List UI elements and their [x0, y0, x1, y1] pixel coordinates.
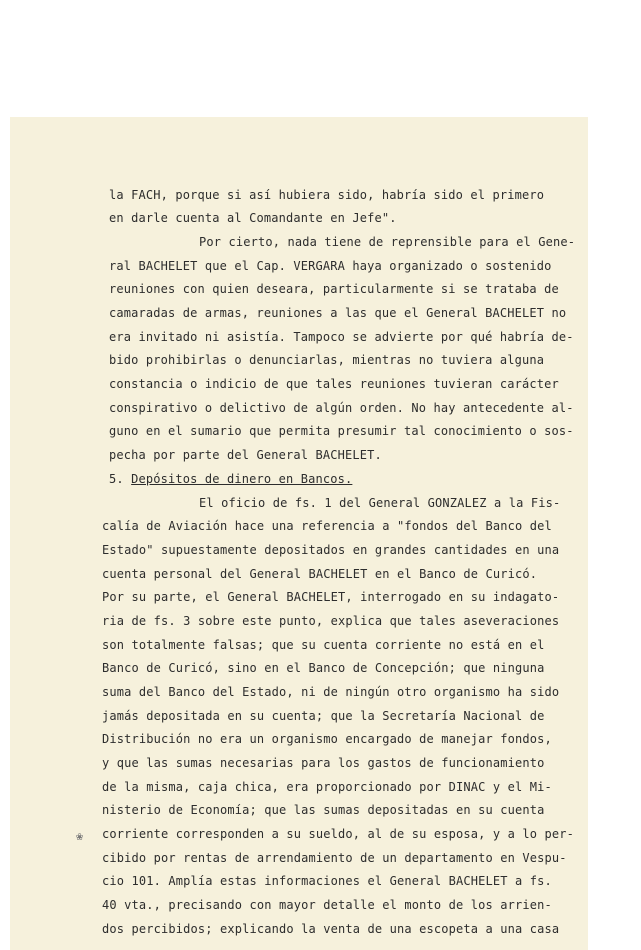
- text-line: corriente corresponden a su sueldo, al de su esposa, y a lo per-: [102, 827, 574, 841]
- text-line: ral BACHELET que el Cap. VERGARA haya organizado o sostenido: [109, 259, 552, 273]
- typed-page: [10, 117, 588, 950]
- text-line: reuniones con quien deseara, particularmente si se trataba de: [109, 282, 559, 296]
- text-line: ria de fs. 3 sobre este punto, explica que tales aseveraciones: [102, 614, 560, 628]
- text-line: conspirativo o delictivo de algún orden. No hay antecedente al-: [109, 401, 574, 415]
- text-line: la FACH, porque si así hubiera sido, habría sido el primero: [109, 188, 545, 202]
- text-line: camaradas de armas, reuniones a las que el General BACHELET no: [109, 306, 567, 320]
- section-title: Depósitos de dinero en Bancos.: [131, 472, 353, 486]
- text-line: era invitado ni asistía. Tampoco se advierte por qué habría de-: [109, 330, 574, 344]
- margin-mark: ❀: [76, 829, 84, 843]
- text-line: Por cierto, nada tiene de reprensible para el Gene-: [199, 235, 576, 249]
- section-number: 5.: [109, 472, 124, 486]
- text-line: bido prohibirlas o denunciarlas, mientras no tuviera alguna: [109, 353, 545, 367]
- text-line: nisterio de Economía; que las sumas depositadas en su cuenta: [102, 803, 545, 817]
- text-line: 40 vta., precisando con mayor detalle el monto de los arrien-: [102, 898, 552, 912]
- text-line: de la misma, caja chica, era proporcionado por DINAC y el Mi-: [102, 780, 552, 794]
- text-line: El oficio de fs. 1 del General GONZALEZ a la Fis-: [199, 496, 561, 510]
- text-line: cio 101. Amplía estas informaciones el General BACHELET a fs.: [102, 874, 552, 888]
- text-line: Distribución no era un organismo encargado de manejar fondos,: [102, 732, 552, 746]
- text-line: constancia o indicio de que tales reuniones tuvieran carácter: [109, 377, 559, 391]
- text-line: suma del Banco del Estado, ni de ningún otro organismo ha sido: [102, 685, 560, 699]
- text-line: jamás depositada en su cuenta; que la Secretaría Nacional de: [102, 709, 545, 723]
- text-line: Estado" supuestamente depositados en grandes cantidades en una: [102, 543, 560, 557]
- text-line: Banco de Curicó, sino en el Banco de Concepción; que ninguna: [102, 661, 545, 675]
- section-heading: [109, 472, 352, 486]
- text-line: Por su parte, el General BACHELET, interrogado en su indagato-: [102, 590, 560, 604]
- text-line: son totalmente falsas; que su cuenta corriente no está en el: [102, 638, 545, 652]
- text-line: cuenta personal del General BACHELET en el Banco de Curicó.: [102, 567, 538, 581]
- text-line: guno en el sumario que permita presumir tal conocimiento o sos-: [109, 424, 574, 438]
- text-line: pecha por parte del General BACHELET.: [109, 448, 382, 462]
- text-line: y que las sumas necesarias para los gastos de funcionamiento: [102, 756, 545, 770]
- text-line: cibido por rentas de arrendamiento de un departamento en Vespu-: [102, 851, 567, 865]
- text-line: en darle cuenta al Comandante en Jefe".: [109, 211, 397, 225]
- text-line: calía de Aviación hace una referencia a "fondos del Banco del: [102, 519, 552, 533]
- text-line: dos percibidos; explicando la venta de una escopeta a una casa: [102, 922, 560, 936]
